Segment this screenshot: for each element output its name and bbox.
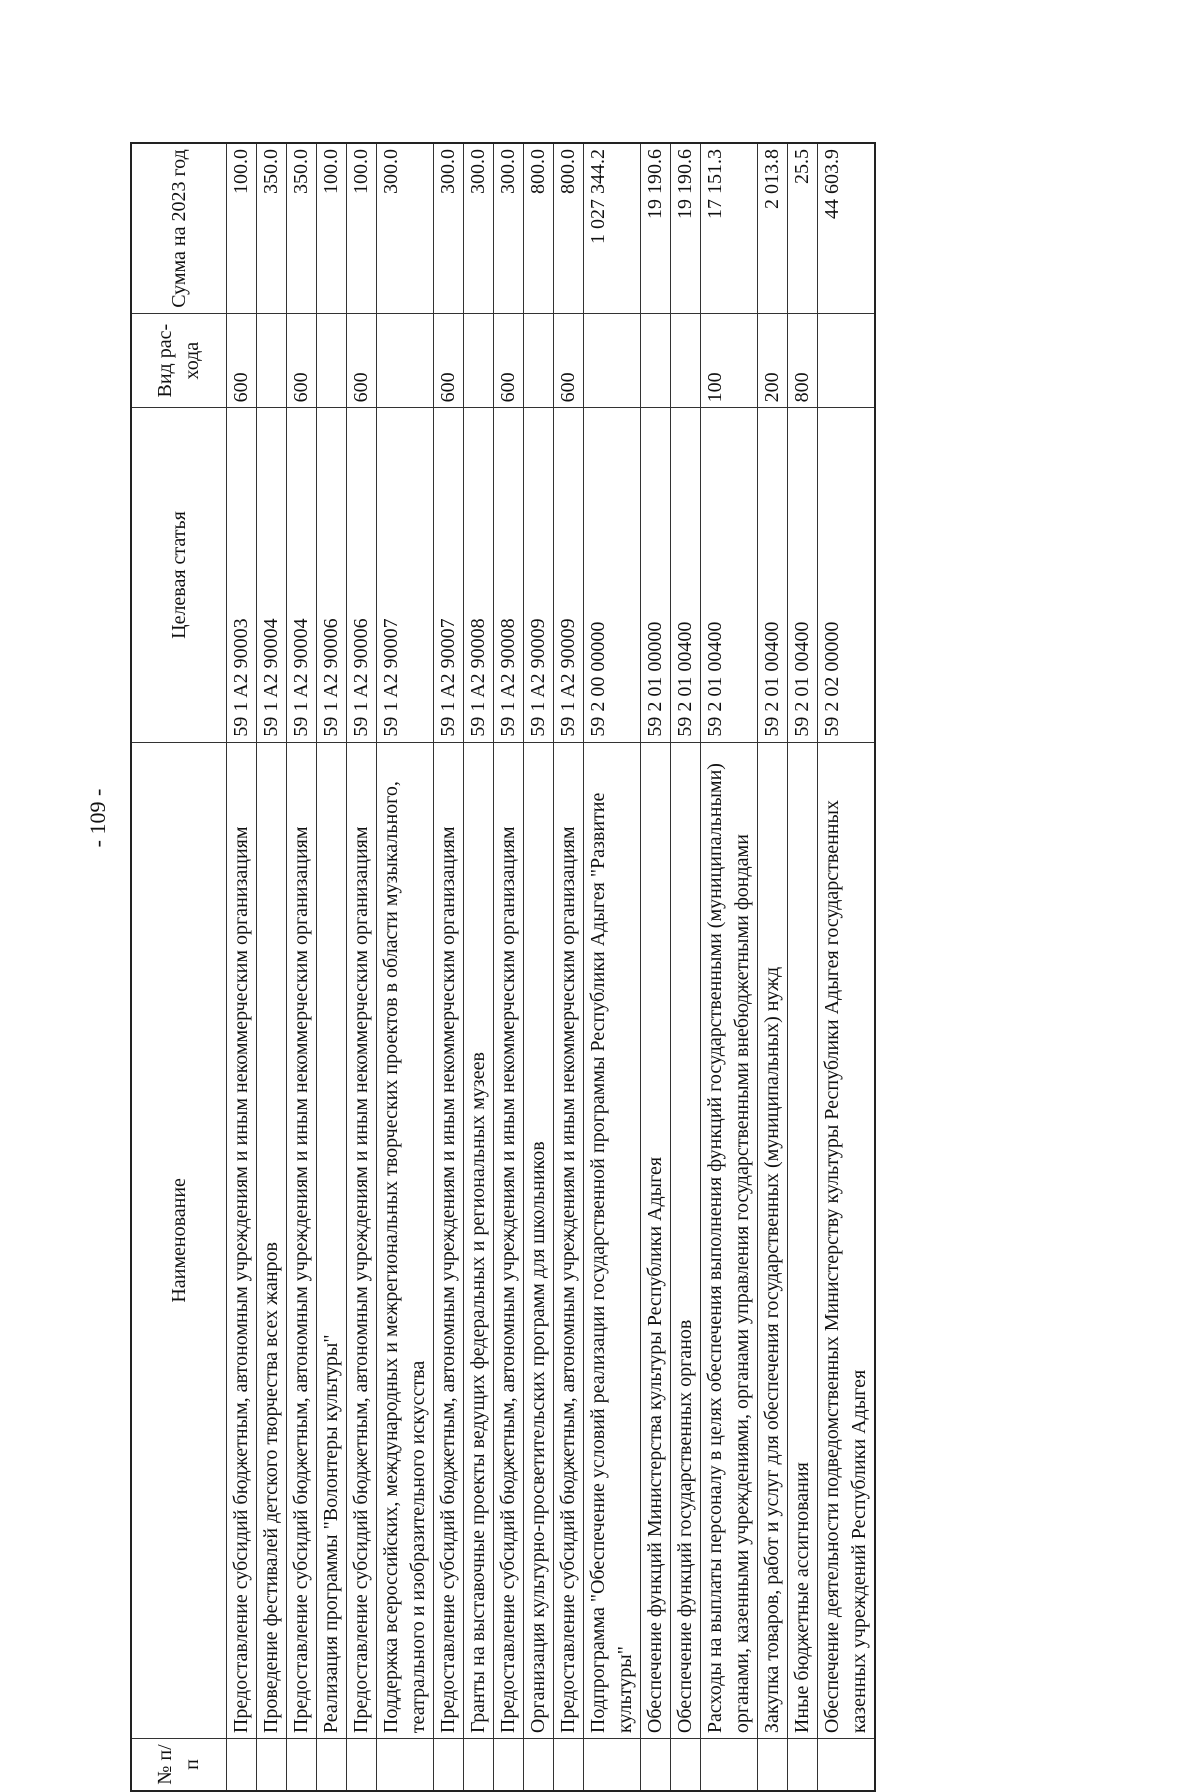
cell-type: 600 xyxy=(554,313,584,407)
cell-type xyxy=(524,313,554,407)
table-row xyxy=(641,143,671,1791)
cell-sum: 44 603.9 xyxy=(818,143,876,313)
cell-sum: 19 190.6 xyxy=(671,143,701,313)
cell-type: 800 xyxy=(788,313,818,407)
table-row xyxy=(554,143,584,1791)
cell-name: Обеспечение деятельности подведомственных Министерству культуры Республики Адыгея государственных казенных учреждений Республики Адыгея xyxy=(818,742,876,1738)
cell-type xyxy=(818,313,876,407)
cell-code: 59 1 A2 90006 xyxy=(317,408,347,742)
table-row xyxy=(584,143,641,1791)
cell-sum: 800.0 xyxy=(524,143,554,313)
cell-sum: 25.5 xyxy=(788,143,818,313)
cell-code: 59 2 02 00000 xyxy=(818,408,876,742)
cell-name: Проведение фестивалей детского творчества всех жанров xyxy=(257,742,287,1738)
table-row xyxy=(464,143,494,1791)
cell-name: Обеспечение функций государственных органов xyxy=(671,742,701,1738)
cell-num xyxy=(584,1739,641,1791)
table-row xyxy=(227,143,257,1791)
cell-type: 100 xyxy=(701,313,758,407)
cell-code: 59 1 A2 90009 xyxy=(554,408,584,742)
table-row xyxy=(671,143,701,1791)
header-sum: Сумма на 2023 год xyxy=(131,143,227,313)
table-row xyxy=(317,143,347,1791)
cell-sum: 350.0 xyxy=(287,143,317,313)
table-header-row xyxy=(131,143,227,1791)
cell-code: 59 2 00 00000 xyxy=(584,408,641,742)
cell-num xyxy=(641,1739,671,1791)
budget-table xyxy=(130,142,876,1792)
cell-type: 200 xyxy=(758,313,788,407)
cell-sum: 300.0 xyxy=(377,143,434,313)
cell-num xyxy=(788,1739,818,1791)
cell-num xyxy=(494,1739,524,1791)
cell-code: 59 1 A2 90007 xyxy=(434,408,464,742)
cell-type: 600 xyxy=(287,313,317,407)
cell-name: Подпрограмма "Обеспечение условий реализации государственной программы Республики Адыгея "Развитие культуры" xyxy=(584,742,641,1738)
cell-code: 59 1 A2 90006 xyxy=(347,408,377,742)
cell-sum: 1 027 344.2 xyxy=(584,143,641,313)
cell-code: 59 1 A2 90008 xyxy=(464,408,494,742)
cell-type: 600 xyxy=(494,313,524,407)
cell-type: 600 xyxy=(434,313,464,407)
cell-type xyxy=(377,313,434,407)
cell-name: Расходы на выплаты персоналу в целях обеспечения выполнения функций государственными (муниципальными) органами, казенными учреждениями, органами управления государственными внебюджетными фондами xyxy=(701,742,758,1738)
cell-sum: 300.0 xyxy=(464,143,494,313)
cell-name: Предоставление субсидий бюджетным, автономным учреждениям и иным некоммерческим организациям xyxy=(347,742,377,1738)
cell-num xyxy=(671,1739,701,1791)
cell-sum: 19 190.6 xyxy=(641,143,671,313)
cell-num xyxy=(317,1739,347,1791)
cell-num xyxy=(554,1739,584,1791)
cell-sum: 100.0 xyxy=(227,143,257,313)
cell-sum: 100.0 xyxy=(347,143,377,313)
cell-code: 59 1 A2 90004 xyxy=(257,408,287,742)
cell-type xyxy=(317,313,347,407)
cell-num xyxy=(257,1739,287,1791)
header-name: Наименование xyxy=(131,742,227,1738)
cell-type xyxy=(464,313,494,407)
table-row xyxy=(758,143,788,1791)
cell-num xyxy=(287,1739,317,1791)
table-row xyxy=(434,143,464,1791)
table-row xyxy=(257,143,287,1791)
table-row xyxy=(524,143,554,1791)
cell-code: 59 1 A2 90008 xyxy=(494,408,524,742)
cell-code: 59 1 A2 90007 xyxy=(377,408,434,742)
cell-type xyxy=(671,313,701,407)
cell-sum: 100.0 xyxy=(317,143,347,313)
header-num: № п/п xyxy=(131,1739,227,1791)
cell-num xyxy=(377,1739,434,1791)
cell-code: 59 2 01 00400 xyxy=(758,408,788,742)
cell-sum: 800.0 xyxy=(554,143,584,313)
cell-sum: 350.0 xyxy=(257,143,287,313)
cell-sum: 300.0 xyxy=(494,143,524,313)
header-code: Целевая статья xyxy=(131,408,227,742)
cell-code: 59 1 A2 90009 xyxy=(524,408,554,742)
cell-num xyxy=(524,1739,554,1791)
cell-code: 59 2 01 00000 xyxy=(641,408,671,742)
cell-name: Иные бюджетные ассигнования xyxy=(788,742,818,1738)
cell-code: 59 2 01 00400 xyxy=(701,408,758,742)
cell-name: Предоставление субсидий бюджетным, автономным учреждениям и иным некоммерческим организациям xyxy=(554,742,584,1738)
cell-name: Предоставление субсидий бюджетным, автономным учреждениям и иным некоммерческим организациям xyxy=(287,742,317,1738)
page-number: - 109 - xyxy=(85,788,110,848)
table-row xyxy=(701,143,758,1791)
table-row xyxy=(494,143,524,1791)
table-row xyxy=(287,143,317,1791)
cell-name: Гранты на выставочные проекты ведущих федеральных и региональных музеев xyxy=(464,742,494,1738)
cell-type xyxy=(584,313,641,407)
cell-sum: 2 013.8 xyxy=(758,143,788,313)
cell-num xyxy=(701,1739,758,1791)
cell-code: 59 2 01 00400 xyxy=(671,408,701,742)
cell-num xyxy=(818,1739,876,1791)
rotated-table-container xyxy=(130,142,1050,1792)
cell-num xyxy=(464,1739,494,1791)
cell-sum: 300.0 xyxy=(434,143,464,313)
cell-name: Реализация программы "Волонтеры культуры" xyxy=(317,742,347,1738)
cell-code: 59 2 01 00400 xyxy=(788,408,818,742)
cell-name: Предоставление субсидий бюджетным, автономным учреждениям и иным некоммерческим организациям xyxy=(494,742,524,1738)
cell-name: Организация культурно-просветительских программ для школьников xyxy=(524,742,554,1738)
cell-code: 59 1 A2 90004 xyxy=(287,408,317,742)
cell-name: Предоставление субсидий бюджетным, автономным учреждениям и иным некоммерческим организациям xyxy=(227,742,257,1738)
table-row xyxy=(818,143,876,1791)
table-row xyxy=(377,143,434,1791)
cell-type: 600 xyxy=(227,313,257,407)
cell-name: Обеспечение функций Министерства культуры Республики Адыгея xyxy=(641,742,671,1738)
table-row xyxy=(788,143,818,1791)
header-type: Вид рас-хода xyxy=(131,313,227,407)
cell-code: 59 1 A2 90003 xyxy=(227,408,257,742)
cell-type xyxy=(257,313,287,407)
cell-name: Закупка товаров, работ и услуг для обеспечения государственных (муниципальных) нужд xyxy=(758,742,788,1738)
cell-num xyxy=(347,1739,377,1791)
cell-num xyxy=(434,1739,464,1791)
cell-num xyxy=(758,1739,788,1791)
cell-name: Предоставление субсидий бюджетным, автономным учреждениям и иным некоммерческим организациям xyxy=(434,742,464,1738)
cell-num xyxy=(227,1739,257,1791)
cell-type: 600 xyxy=(347,313,377,407)
cell-name: Поддержка всероссийских, международных и межрегиональных творческих проектов в области музыкального, театрального и изобразительного искусства xyxy=(377,742,434,1738)
cell-type xyxy=(641,313,671,407)
table-row xyxy=(347,143,377,1791)
cell-sum: 17 151.3 xyxy=(701,143,758,313)
table-body xyxy=(227,143,876,1791)
